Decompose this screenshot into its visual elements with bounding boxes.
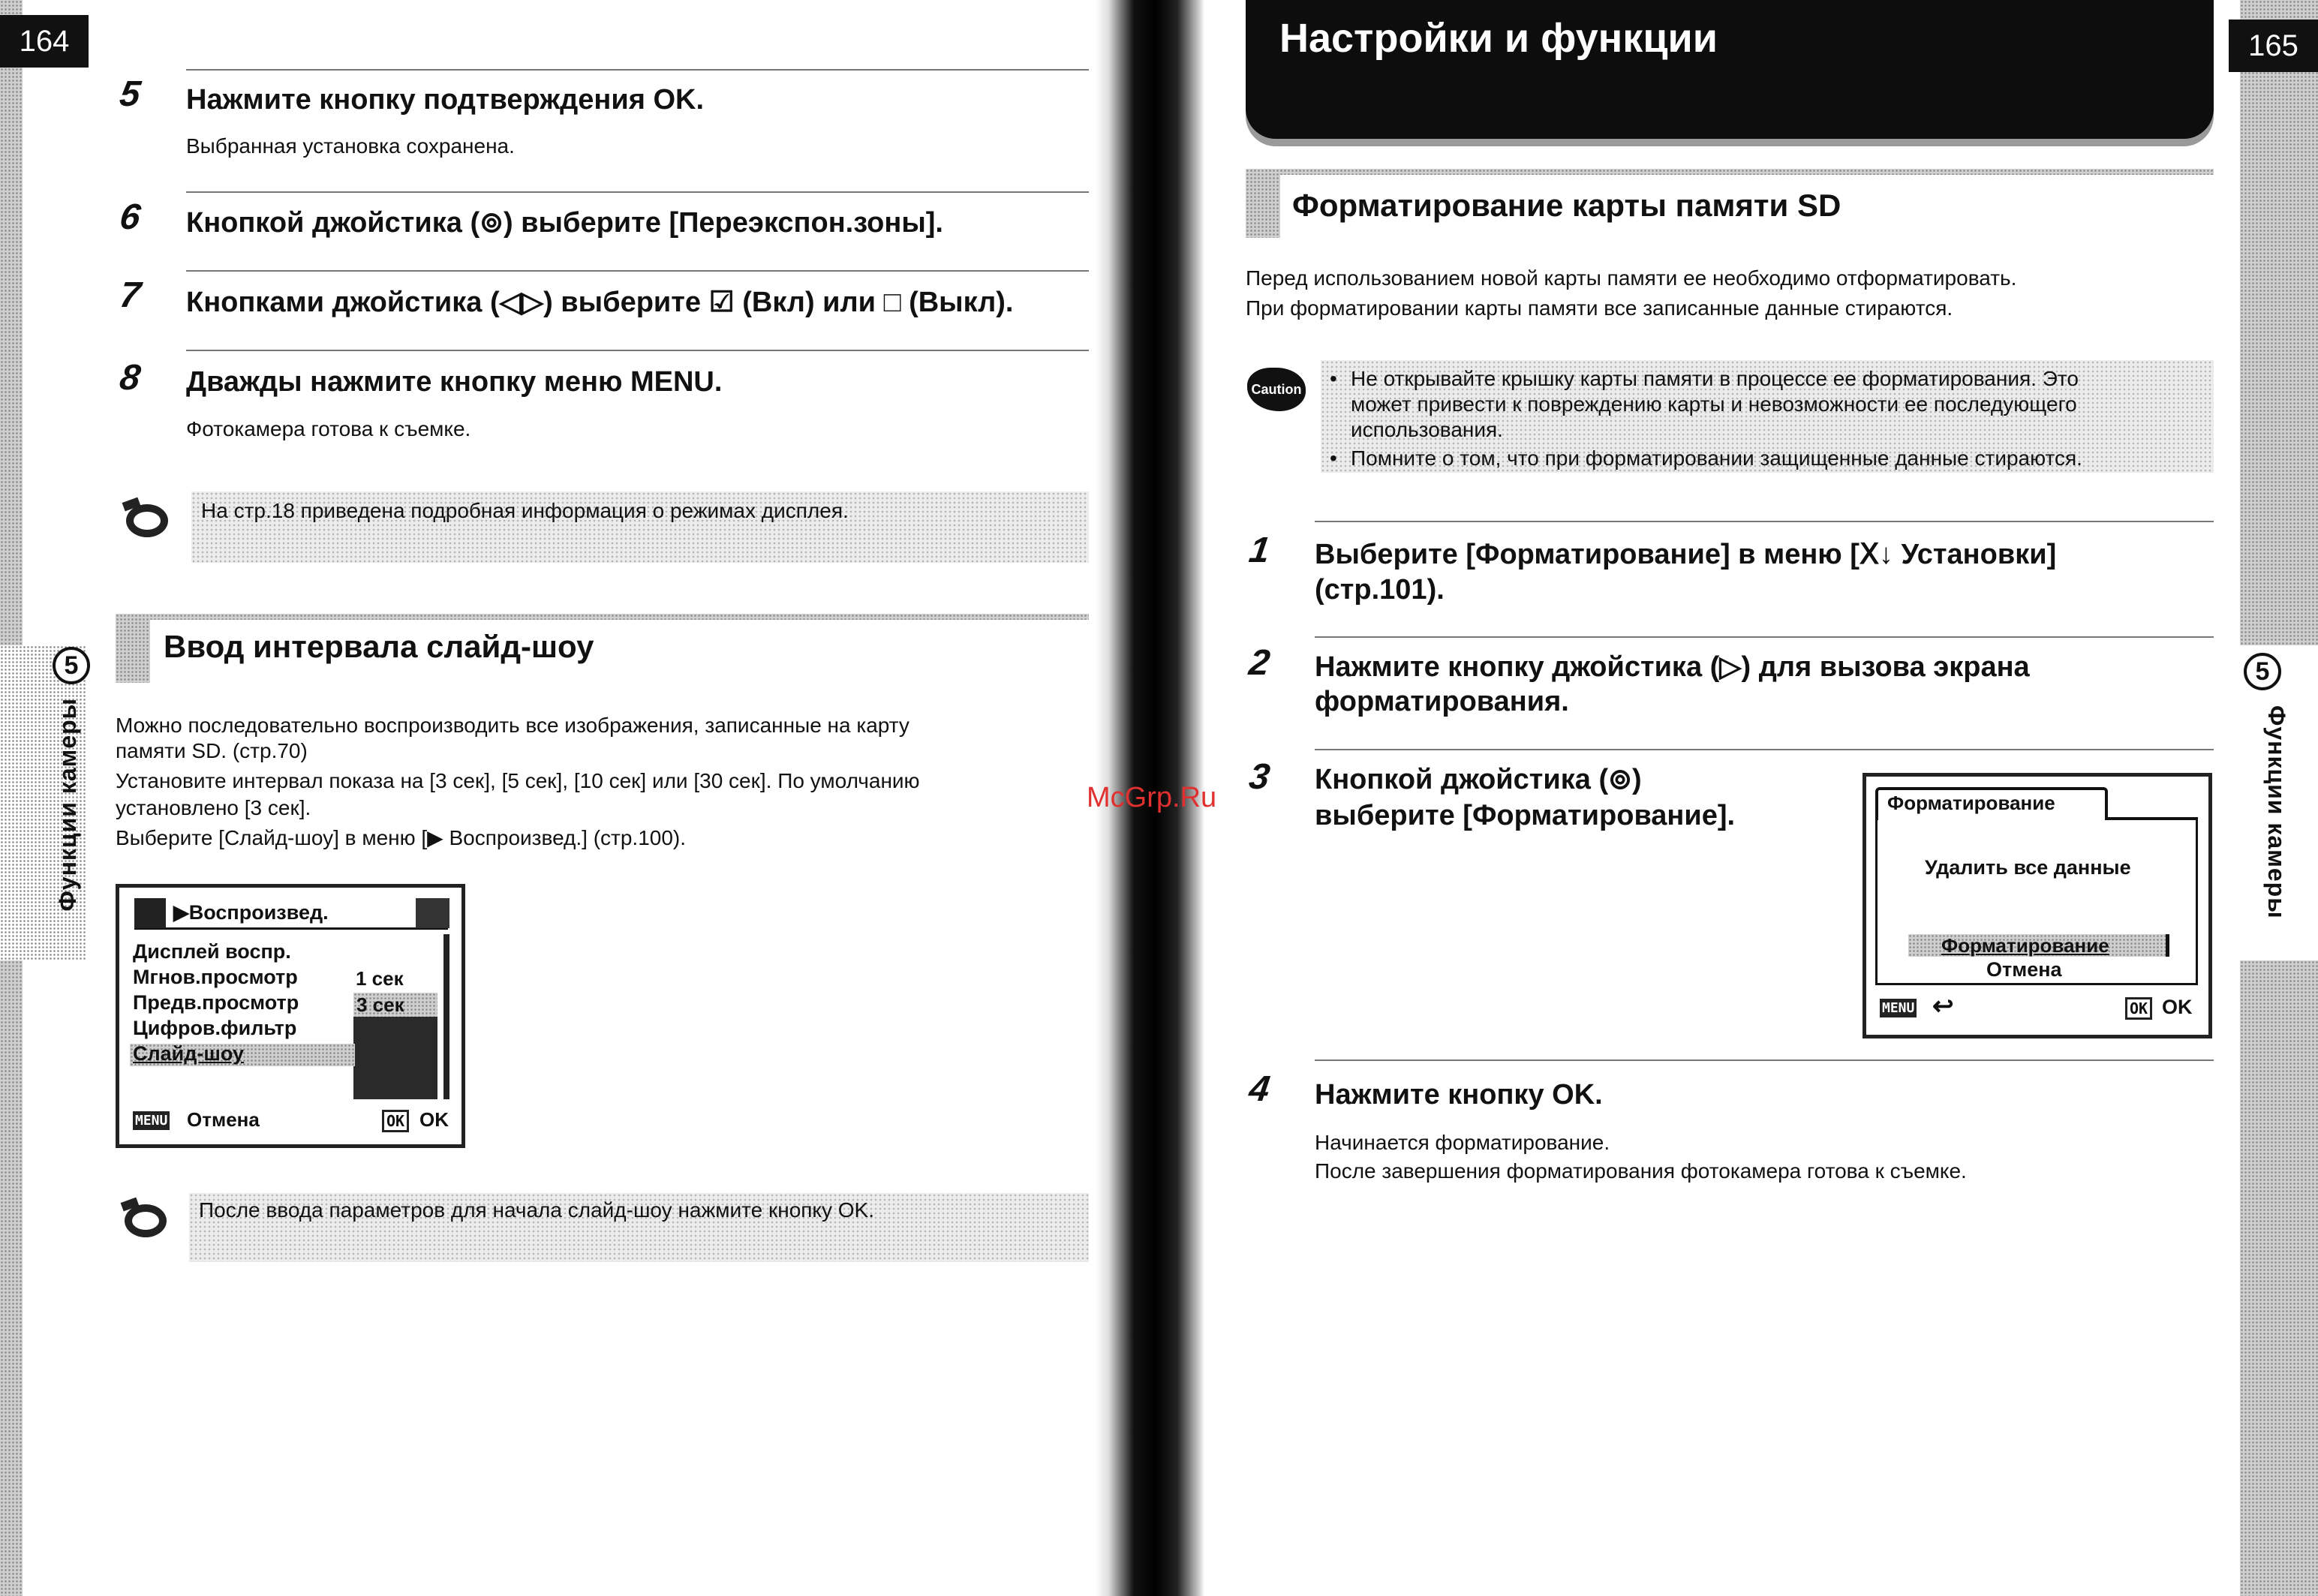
step-body: После завершения форматирования фотокамера готова к съемке. <box>1315 1159 1967 1183</box>
page-number-left: 164 <box>0 15 89 68</box>
intro-paragraph: Перед использованием новой карты памяти ее необходимо отформатировать. <box>1246 266 2017 290</box>
step-title: Нажмите кнопку подтверждения OK. <box>186 84 705 116</box>
cancel-label: Отмена <box>187 1108 260 1131</box>
step-title: выберите [Форматирование]. <box>1315 800 1736 831</box>
chapter-badge-left: 5 <box>53 647 90 684</box>
memo-text: После ввода параметров для начала слайд-шоу нажмите кнопку OK. <box>199 1198 875 1222</box>
caution-icon: Caution <box>1247 368 1306 411</box>
menu-row-value: 1 сек <box>356 967 404 990</box>
caution-text: может привести к повреждению карты и невозможности ее последующего <box>1351 392 2077 416</box>
option-selected: Форматирование <box>1941 934 2109 957</box>
step-title: Выберите [Форматирование] в меню [Ⅹ↓ Установки] <box>1315 539 2057 570</box>
memo-icon <box>119 495 171 542</box>
format-screen <box>1863 773 2212 1038</box>
section-marker <box>116 614 150 683</box>
section-title: Форматирование карты памяти SD <box>1292 188 1841 223</box>
caution-text: Помните о том, что при форматировании защищенные данные стираются. <box>1351 446 2082 470</box>
divider <box>186 350 1089 351</box>
section-paragraph: Установите интервал показа на [3 сек], [5 сек], [10 сек] или [30 сек]. По умолчанию <box>116 769 920 792</box>
memo-text: На стр.18 приведена подробная информация о режимах дисплея. <box>201 499 849 522</box>
divider <box>186 191 1089 193</box>
divider <box>1315 636 2214 638</box>
option-cancel: Отмена <box>1986 958 2062 981</box>
section-marker <box>1246 169 1280 238</box>
menu-row-label: Слайд-шоу <box>133 1042 245 1065</box>
intro-paragraph: При форматировании карты памяти все записанные данные стираются. <box>1246 296 1953 320</box>
step-title: Кнопкой джойстика (⊚) <box>1315 764 1642 795</box>
divider <box>1315 521 2214 522</box>
screen-tab-label: Форматирование <box>1887 792 2055 814</box>
divider <box>186 270 1089 272</box>
ok-key-icon: OK <box>382 1110 409 1132</box>
section-rule <box>116 614 1089 620</box>
step-title: Нажмите кнопку OK. <box>1315 1079 1603 1111</box>
back-arrow-icon: ↩ <box>1932 992 1954 1020</box>
step-number: 2 <box>1246 643 1273 683</box>
page-header: Настройки и функции <box>1279 16 1718 61</box>
ok-label: OK <box>419 1108 449 1131</box>
step-number: 3 <box>1246 757 1273 797</box>
scrollbar <box>443 934 449 1099</box>
step-title: Кнопками джойстика (◁▷) выберите ☑ (Вкл) или □ (Выкл). <box>186 287 1014 318</box>
side-tab-label-left: Функции камеры <box>54 698 81 912</box>
step-title: форматирования. <box>1315 686 1569 717</box>
step-number: 1 <box>1246 530 1273 570</box>
watermark: McGrp.Ru <box>1087 782 1217 813</box>
menu-row-label: Предв.просмотр <box>133 991 299 1014</box>
screen-tab-dark-right <box>416 898 449 928</box>
step-number: 4 <box>1246 1069 1273 1109</box>
step-body: Выбранная установка сохранена. <box>186 134 515 158</box>
caution-text: Не открывайте крышку карты памяти в процессе ее форматирования. Это <box>1351 367 2079 390</box>
menu-row-label: Цифров.фильтр <box>133 1017 297 1039</box>
menu-row-label: Мгнов.просмотр <box>133 966 298 988</box>
section-paragraph: памяти SD. (стр.70) <box>116 739 308 762</box>
ok-label: OK <box>2162 996 2193 1018</box>
menu-key-icon: MENU <box>1880 999 1917 1017</box>
section-title: Ввод интервала слайд-шоу <box>164 629 594 664</box>
divider <box>186 69 1089 71</box>
step-title: (стр.101). <box>1315 574 1445 606</box>
section-paragraph: Выберите [Слайд-шоу] в меню [▶ Воспроизвед.] (стр.100). <box>116 826 687 849</box>
screen-message: Удалить все данные <box>1925 856 2131 879</box>
menu-key-icon: MENU <box>133 1111 170 1130</box>
screen-tab-dark-left <box>134 898 166 928</box>
divider <box>1315 749 2214 750</box>
caution-bullet: • <box>1330 367 1337 390</box>
section-paragraph: установлено [3 сек]. <box>116 796 311 819</box>
screen-tab-label: ▶Воспроизвед. <box>173 901 329 924</box>
step-body: Фотокамера готова к съемке. <box>186 417 471 440</box>
step-title: Кнопкой джойстика (⊚) выберите [Переэкспон.зоны]. <box>186 207 943 239</box>
step-title: Дважды нажмите кнопку меню MENU. <box>186 366 723 398</box>
chapter-badge-right: 5 <box>2244 653 2281 690</box>
page-number-right: 165 <box>2229 20 2318 72</box>
section-paragraph: Можно последовательно воспроизводить все изображения, записанные на карту <box>116 714 909 737</box>
step-number: 6 <box>117 197 143 237</box>
playback-menu-screen <box>116 884 465 1148</box>
menu-row-value-highlight: 3 сек <box>353 993 437 1017</box>
side-tab-label-right: Функции камеры <box>2263 705 2290 919</box>
step-body: Начинается форматирование. <box>1315 1131 1610 1154</box>
step-number: 7 <box>117 275 143 315</box>
menu-row-label: Дисплей воспр. <box>133 940 291 963</box>
memo-icon <box>117 1195 170 1242</box>
caution-bullet: • <box>1330 446 1337 470</box>
section-rule <box>1246 169 2214 175</box>
step-number: 5 <box>117 74 143 114</box>
ok-key-icon: OK <box>2125 997 2152 1020</box>
step-number: 8 <box>117 358 143 398</box>
step-title: Нажмите кнопку джойстика (▷) для вызова экрана <box>1315 651 2030 683</box>
caution-text: использования. <box>1351 418 1503 441</box>
divider <box>1315 1059 2214 1061</box>
